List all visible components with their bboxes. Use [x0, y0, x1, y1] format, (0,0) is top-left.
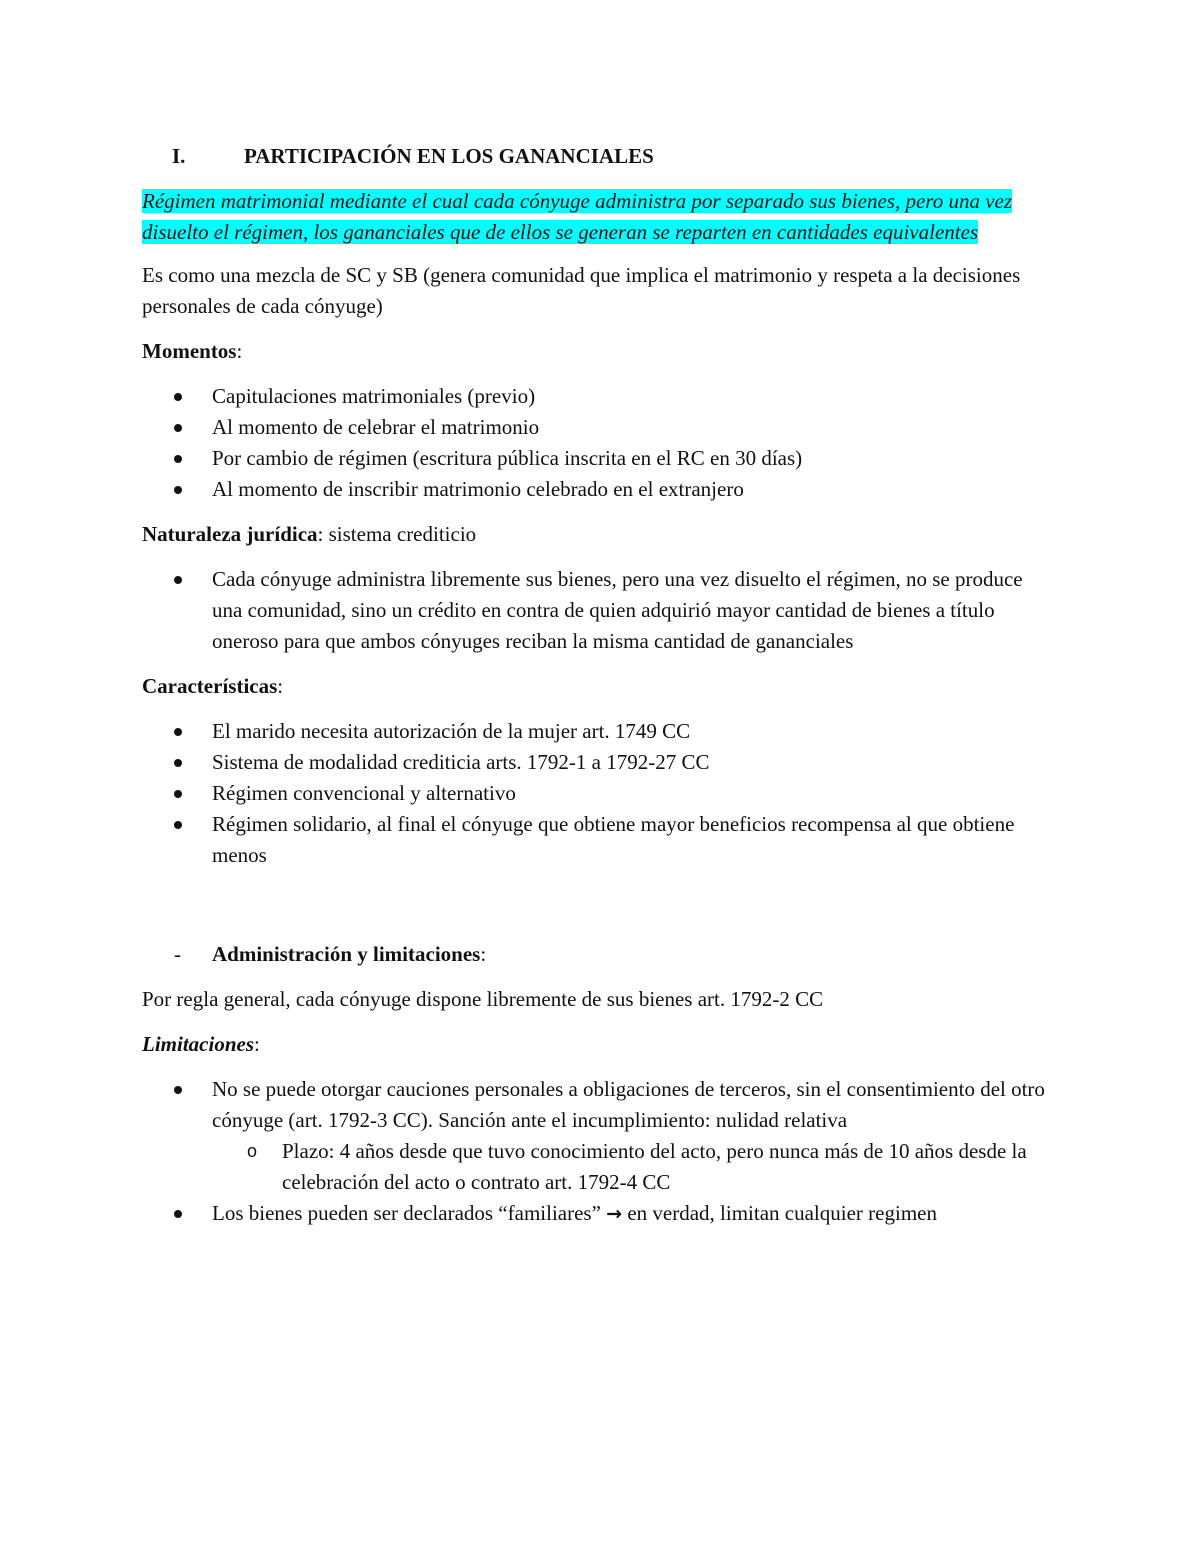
definition-text: Régimen matrimonial mediante el cual cada cónyuge administra por separado sus bienes, pero una vez disuelto el régimen, los gananciales que de ellos se generan se reparten en cantidades equivalentes: [142, 189, 1013, 244]
limitaciones-list: [142, 1074, 1047, 1230]
administracion-rule: Por regla general, cada cónyuge dispone libremente de sus bienes art. 1792-2 CC: [142, 987, 824, 1011]
caracteristicas-list: [142, 716, 1047, 871]
caracteristicas-label: Características: [142, 674, 278, 698]
naturaleza-list: [142, 564, 1047, 657]
limitaciones-heading: [142, 1029, 1047, 1060]
naturaleza-heading: [142, 519, 1047, 550]
momentos-colon: :: [236, 339, 243, 363]
document-page: [142, 138, 1047, 1244]
section-number: I.: [172, 144, 186, 168]
sublist-item: o Plazo: 4 años desde que tuvo conocimiento del acto, pero nunca más de 10 años desde la celebración del acto o contrato art. 1792-4 CC: [212, 1136, 1047, 1198]
section-heading: [172, 138, 1047, 174]
familiares-text-after: en verdad, limitan cualquier regimen: [622, 1201, 937, 1225]
list-item: Al momento de inscribir matrimonio celebrado en el extranjero: [142, 474, 1047, 505]
arrow-right-icon: →: [606, 1203, 623, 1225]
list-item: [142, 1074, 1047, 1198]
limitacion-text: No se puede otorgar cauciones personales a obligaciones de terceros, sin el consentimiento del otro cónyuge (art. 1792-3 CC). Sanción ante el incumplimiento: nulidad relativa: [212, 1077, 1045, 1132]
momentos-label: Momentos: [142, 339, 237, 363]
limitacion-sublist: [212, 1136, 1047, 1198]
definition-paragraph: [142, 186, 1047, 248]
naturaleza-label: Naturaleza jurídica: [142, 522, 318, 546]
list-item: Régimen solidario, al final el cónyuge que obtiene mayor beneficios recompensa al que obtiene menos: [142, 809, 1047, 871]
list-item: [142, 1198, 1047, 1230]
naturaleza-text: : sistema crediticio: [317, 522, 477, 546]
section-title: PARTICIPACIÓN EN LOS GANANCIALES: [244, 144, 654, 168]
list-item: Cada cónyuge administra libremente sus bienes, pero una vez disuelto el régimen, no se produce una comunidad, sino un crédito en contra de quien adquirió mayor cantidad de bienes a título oneroso para que ambos cónyuges reciban la misma cantidad de gananciales: [142, 564, 1047, 657]
list-item: Al momento de celebrar el matrimonio: [142, 412, 1047, 443]
caracteristicas-heading: [142, 671, 1047, 702]
caracteristicas-colon: :: [277, 674, 284, 698]
administracion-heading: [174, 939, 1047, 970]
list-item: Por cambio de régimen (escritura pública inscrita en el RC en 30 días): [142, 443, 1047, 474]
dash-marker: -: [174, 942, 181, 966]
momentos-list: [142, 381, 1047, 505]
familiares-text-before: Los bienes pueden ser declarados “familiares”: [212, 1201, 607, 1225]
limitaciones-colon: :: [254, 1032, 260, 1056]
list-item: Sistema de modalidad crediticia arts. 1792-1 a 1792-27 CC: [142, 747, 1047, 778]
list-item: Capitulaciones matrimoniales (previo): [142, 381, 1047, 412]
administracion-colon: :: [480, 942, 487, 966]
list-item: Régimen convencional y alternativo: [142, 778, 1047, 809]
intro-paragraph: Es como una mezcla de SC y SB (genera comunidad que implica el matrimonio y respeta a la decisiones personales de cada cónyuge): [142, 263, 1021, 318]
momentos-heading: [142, 336, 1047, 367]
administracion-label: Administración y limitaciones: [212, 942, 481, 966]
limitaciones-label: Limitaciones: [142, 1032, 254, 1056]
list-item: El marido necesita autorización de la mujer art. 1749 CC: [142, 716, 1047, 747]
